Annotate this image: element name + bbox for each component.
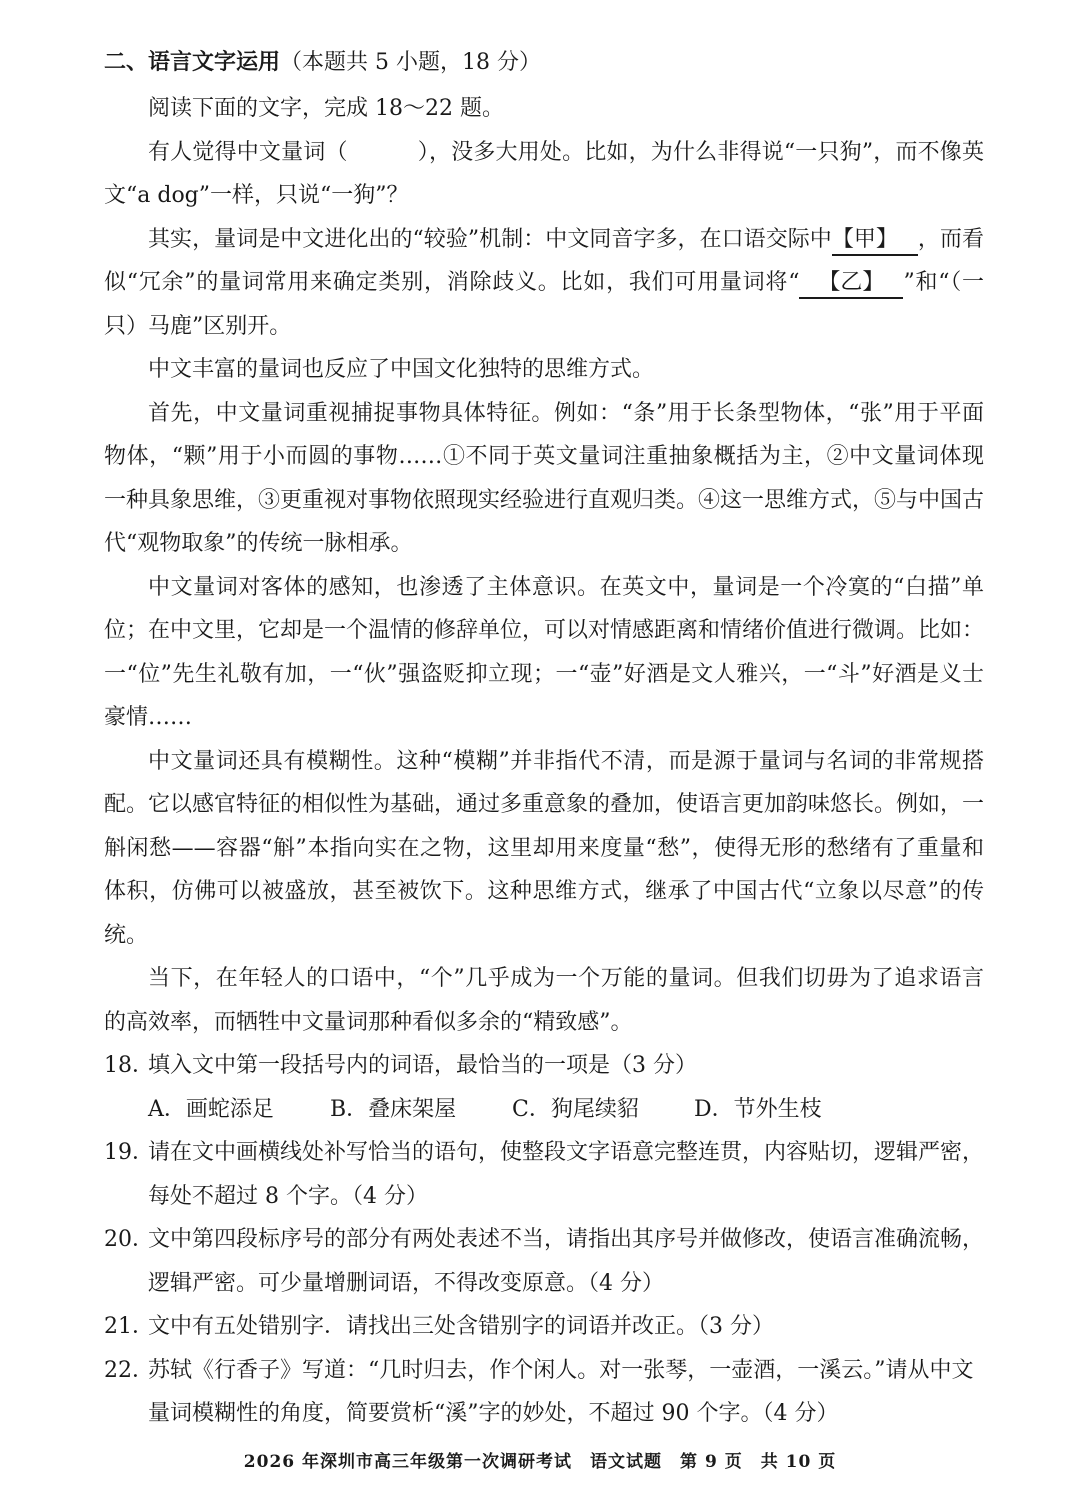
option-a: A．画蛇添足	[148, 1096, 274, 1122]
blank-yi-label: 【乙】	[818, 270, 885, 295]
question-text: 苏轼《行香子》写道：“几时归去，作个闲人。对一张琴，一壶酒，一溪云。”请从中文量词模糊性的角度，简要赏析“溪”字的妙处，不超过 90 个字。（4 分）	[148, 1357, 974, 1426]
page-footer: 2026 年深圳市高三年级第一次调研考试 语文试题 第 9 页 共 10 页	[243, 1452, 837, 1472]
question-number: 19．	[104, 1140, 154, 1165]
question-22	[104, 1349, 984, 1436]
option-c: C．狗尾续貂	[512, 1096, 639, 1122]
question-21	[104, 1305, 984, 1349]
instruction: 阅读下面的文字，完成 18～22 题。	[148, 96, 504, 121]
question-18-options	[104, 1088, 984, 1132]
blank-jia-label: 【甲】	[831, 226, 898, 252]
option-d: D．节外生枝	[694, 1096, 822, 1122]
p2-text-b: ，而看似“冗余”的量词常用来确定类别，消除歧义。比如，我们可用量词将“	[104, 226, 984, 295]
question-text: 请在文中画横线处补写恰当的语句，使整段文字语意完整连贯，内容贴切，逻辑严密，每处不超过 8 个字。（4 分）	[148, 1140, 985, 1209]
question-text: 文中第四段标序号的部分有两处表述不当，请指出其序号并做修改，使语言准确流畅，逻辑严密。可少量增删词语，不得改变原意。（4 分）	[148, 1227, 985, 1296]
question-number: 22．	[104, 1357, 154, 1383]
question-text: 文中有五处错别字．请找出三处含错别字的词语并改正。（3 分）	[148, 1314, 774, 1339]
p1-text-b: ），没多大用处。比如，为什么非得说“一只狗”，而不像英文“a dog”一样，只说“一狗”？	[104, 139, 984, 208]
passage-paragraph-6: 中文量词还具有模糊性。这种“模糊”并非指代不清，而是源于量词与名词的非常规搭配。它以感官特征的相似性为基础，通过多重意象的叠加，使语言更加韵味悠长。例如，一斛闲愁——容器“斛”本指向实在之物，这里却用来度量“愁”，使得无形的愁绪有了重量和体积，仿佛可以被盛放，甚至被饮下。这种思维方式，继承了中国古代“立象以尽意”的传统。	[104, 748, 985, 948]
passage-paragraph-2	[104, 218, 984, 349]
question-number: 18．	[104, 1053, 154, 1078]
p1-text-a: 有人觉得中文量词（	[148, 139, 348, 165]
p2-text-c: ”和“（一只）马鹿”区别开。	[104, 270, 984, 339]
passage-paragraph-1	[104, 131, 984, 218]
passage-paragraph-5: 中文量词对客体的感知，也渗透了主体意识。在英文中，量词是一个冷寞的“白描”单位；在中文里，它却是一个温情的修辞单位，可以对情感距离和情绪价值进行微调。比如：一“位”先生礼敬有加，一“伙”强盗贬抑立现；一“壶”好酒是文人雅兴，一“斗”好酒是义士豪情……	[104, 574, 985, 730]
section-heading	[104, 45, 984, 79]
question-text: 填入文中第一段括号内的词语，最恰当的一项是（3 分）	[148, 1053, 697, 1078]
content	[104, 45, 984, 1436]
passage-paragraph-3: 中文丰富的量词也反应了中国文化独特的思维方式。	[148, 357, 655, 382]
p2-text-a: 其实，量词是中文进化出的“较验”机制：中文同音字多，在口语交际中	[148, 226, 832, 252]
blank-yi	[799, 269, 903, 299]
question-19	[104, 1131, 984, 1218]
option-b: B．叠床架屋	[330, 1096, 457, 1122]
blank-jia	[832, 226, 918, 256]
section-title: 二、语言文字运用	[104, 49, 281, 75]
question-number: 20．	[104, 1227, 154, 1252]
question-20	[104, 1218, 984, 1305]
passage-paragraph-4: 首先，中文量词重视捕捉事物具体特征。例如：“条”用于长条型物体，“张”用于平面物体，“颗”用于小而圆的事物……①不同于英文量词注重抽象概括为主，②中文量词体现一种具象思维，③更重视对事物依照现实经验进行直观归类。④这一思维方式，⑤与中国古代“观物取象”的传统一脉相承。	[104, 400, 985, 556]
question-number: 21．	[104, 1314, 154, 1339]
section-note: （本题共 5 小题，18 分）	[280, 50, 541, 75]
question-18	[104, 1044, 984, 1088]
passage-paragraph-7: 当下，在年轻人的口语中，“个”几乎成为一个万能的量词。但我们切毋为了追求语言的高效率，而牺牲中文量词那种看似多余的“精致感”。	[104, 966, 984, 1035]
